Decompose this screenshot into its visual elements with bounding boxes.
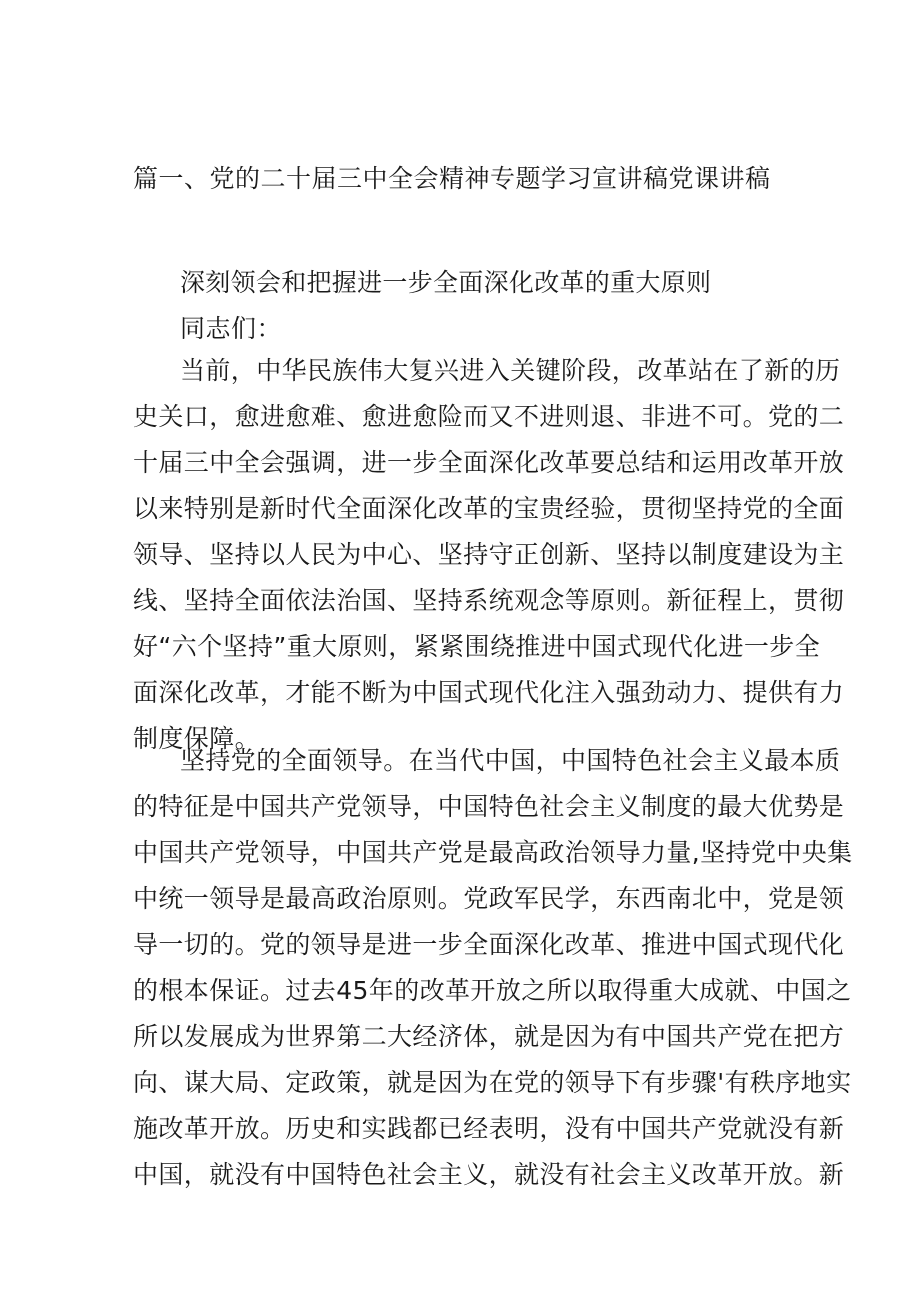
paragraph-line: 向、谋大局、定政策，就是因为在党的领导下有步骤'有秩序地实 bbox=[133, 1068, 852, 1097]
paragraph-line: 十届三中全会强调，进一步全面深化改革要总结和运用改革开放 bbox=[133, 448, 845, 477]
paragraph-line: 施改革开放。历史和实践都已经表明，没有中国共产党就没有新 bbox=[133, 1114, 845, 1143]
section-subtitle: 深刻领会和把握进一步全面深化改革的重大原则 bbox=[180, 268, 712, 297]
paragraph-line: 所以发展成为世界第二大经济体，就是因为有中国共产党在把方 bbox=[133, 1022, 845, 1051]
paragraph-line: 线、坚持全面依法治国、坚持系统观念等原则。新征程上，贯彻 bbox=[133, 586, 845, 615]
paragraph-line: 的特征是中国共产党领导，中国特色社会主义制度的最大优势是 bbox=[133, 792, 845, 821]
paragraph-line: 当前，中华民族伟大复兴进入关键阶段，改革站在了新的历 bbox=[180, 356, 841, 385]
paragraph-line: 制度保障。 bbox=[133, 724, 261, 753]
paragraph-line: 中统一领导是最高政治原则。党政军民学，东西南北中，党是领 bbox=[133, 884, 845, 913]
salutation: 同志们： bbox=[180, 314, 283, 343]
paragraph-line: 坚持党的全面领导。在当代中国，中国特色社会主义最本质 bbox=[180, 746, 841, 775]
paragraph-line: 面深化改革，才能不断为中国式现代化注入强劲动力、提供有力 bbox=[133, 678, 845, 707]
document-title: 篇一、党的二十届三中全会精神专题学习宣讲稿党课讲稿 bbox=[133, 164, 771, 193]
paragraph-line: 中国，就没有中国特色社会主义，就没有社会主义改革开放。新 bbox=[133, 1160, 845, 1189]
paragraph-1 bbox=[133, 348, 845, 762]
paragraph-line: 领导、坚持以人民为中心、坚持守正创新、坚持以制度建设为主 bbox=[133, 540, 845, 569]
paragraph-line: 史关口，愈进愈难、愈进愈险而又不进则退、非进不可。党的二 bbox=[133, 402, 845, 431]
paragraph-line: 好“六个坚持”重大原则，紧紧围绕推进中国式现代化进一步全 bbox=[133, 632, 821, 661]
paragraph-2 bbox=[133, 738, 853, 1198]
paragraph-line: 导一切的。党的领导是进一步全面深化改革、推进中国式现代化 bbox=[133, 930, 845, 959]
paragraph-line: 中国共产党领导，中国共产党是最高政治领导力量,坚持党中央集 bbox=[133, 838, 853, 867]
paragraph-line: 以来特别是新时代全面深化改革的宝贵经验，贯彻坚持党的全面 bbox=[133, 494, 845, 523]
paragraph-line: 的根本保证。过去45年的改革开放之所以取得重大成就、中国之 bbox=[133, 976, 852, 1005]
